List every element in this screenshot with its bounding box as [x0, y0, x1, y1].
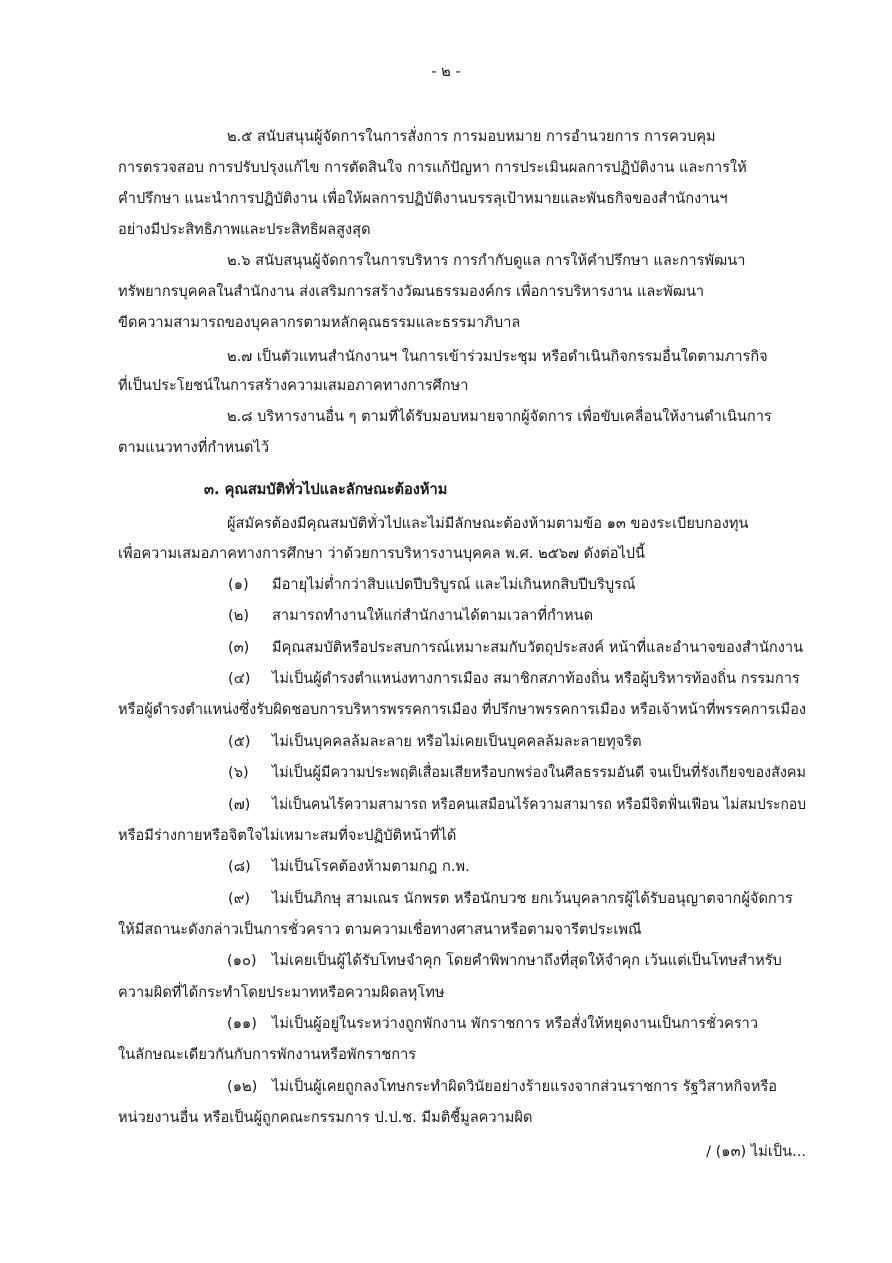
item-text: สามารถทำงานให้แก่สำนักงานได้ตามเวลาที่กำหนด: [272, 607, 594, 624]
item-text-continued: ในลักษณะเดียวกันกับการพักงานหรือพักราชการ: [118, 1046, 417, 1063]
item-number: (๑): [228, 576, 249, 593]
item-text: ไม่เป็นผู้เคยถูกลงโทษกระทำผิดวินัยอย่างร้ายแรงจากส่วนราชการ รัฐวิสาหกิจหรือ: [272, 1078, 778, 1095]
item-number: (๖): [228, 764, 249, 781]
page-number: - ๒ -: [431, 63, 461, 80]
item-text-continued: ให้มีสถานะดังกล่าวเป็นการชั่วคราว ตามความเชื่อทางศาสนาหรือตามจารีตประเพณี: [118, 921, 642, 938]
item-text-continued: ความผิดที่ได้กระทำโดยประมาทหรือความผิดลหุโทษ: [118, 984, 445, 1001]
para-2-7-line-2: ที่เป็นประโยชน์ในการสร้างความเสมอภาคทางการศึกษา: [118, 377, 469, 394]
section-3-heading: ๓. คุณสมบัติทั่วไปและลักษณะต้องห้าม: [204, 481, 448, 498]
item-number: (๙): [228, 890, 251, 907]
item-text-continued: หรือผู้ดำรงตำแหน่งซึ่งรับผิดชอบการบริหารพรรคการเมือง ที่ปรึกษาพรรคการเมือง หรือเจ้าหน้าที่พรรคการเมือง: [118, 701, 807, 718]
item-text: ไม่เป็นโรคต้องห้ามตามกฎ ก.พ.: [272, 858, 470, 875]
item-text: ไม่เคยเป็นผู้ได้รับโทษจำคุก โดยคำพิพากษาถึงที่สุดให้จำคุก เว้นแต่เป็นโทษสำหรับ: [272, 952, 782, 969]
item-text: ไม่เป็นคนไร้ความสามารถ หรือคนเสมือนไร้ความสามารถ หรือมีจิตฟั่นเฟือน ไม่สมประกอบ: [272, 796, 806, 813]
continuation-note: / (๑๓) ไม่เป็น...: [706, 1143, 806, 1160]
para-2-7-line-1: ๒.๗ เป็นตัวแทนสำนักงานฯ ในการเข้าร่วมประชุม หรือดำเนินกิจกรรมอื่นใดตามภารกิจ: [227, 348, 768, 365]
para-2-8-line-2: ตามแนวทางที่กำหนดไว้: [118, 439, 270, 456]
item-number: (๔): [228, 670, 251, 687]
item-number: (๒): [228, 607, 250, 624]
item-text: ไม่เป็นผู้มีความประพฤติเสื่อมเสียหรือบกพร่องในศีลธรรมอันดี จนเป็นที่รังเกียจของสังคม: [272, 764, 806, 781]
para-2-5-line-2: การตรวจสอบ การปรับปรุงแก้ไข การตัดสินใจ การแก้ปัญหา การประเมินผลการปฏิบัติงาน และการให้: [118, 159, 747, 176]
section-3-intro-line-1: ผู้สมัครต้องมีคุณสมบัติทั่วไปและไม่มีลักษณะต้องห้ามตามข้อ ๑๓ ของระเบียบกองทุน: [227, 515, 749, 532]
item-text-continued: หน่วยงานอื่น หรือเป็นผู้ถูกคณะกรรมการ ป.ป.ช. มีมติชี้มูลความผิด: [118, 1109, 533, 1126]
item-number: (๕): [228, 733, 251, 750]
item-text: มีคุณสมบัติหรือประสบการณ์เหมาะสมกับวัตถุประสงค์ หน้าที่และอำนาจของสำนักงาน: [272, 639, 804, 656]
item-number: (๑๑): [227, 1015, 257, 1032]
para-2-5-line-1: ๒.๕ สนับสนุนผู้จัดการในการสั่งการ การมอบหมาย การอำนวยการ การควบคุม: [227, 128, 716, 145]
item-number: (๑๒): [227, 1078, 258, 1095]
para-2-8-line-1: ๒.๘ บริหารงานอื่น ๆ ตามที่ได้รับมอบหมายจากผู้จัดการ เพื่อขับเคลื่อนให้งานดำเนินการ: [227, 408, 772, 425]
item-text: ไม่เป็นภิกษุ สามเณร นักพรต หรือนักบวช ยกเว้นบุคลากรผู้ได้รับอนุญาตจากผู้จัดการ: [272, 890, 793, 907]
para-2-6-line-2: ทรัพยากรบุคคลในสำนักงาน ส่งเสริมการสร้างวัฒนธรรมองค์กร เพื่อการบริหารงาน และพัฒนา: [118, 283, 705, 300]
item-number: (๗): [228, 796, 251, 813]
item-text: ไม่เป็นผู้ดำรงตำแหน่งทางการเมือง สมาชิกสภาท้องถิ่น หรือผู้บริหารท้องถิ่น กรรมการ: [272, 670, 800, 687]
item-text: มีอายุไม่ต่ำกว่าสิบแปดปีบริบูรณ์ และไม่เกินหกสิบปีบริบูรณ์: [272, 576, 636, 593]
section-3-intro-line-2: เพื่อความเสมอภาคทางการศึกษา ว่าด้วยการบริหารงานบุคคล พ.ศ. ๒๕๖๗ ดังต่อไปนี้: [118, 545, 646, 562]
para-2-5-line-3: คำปรึกษา แนะนำการปฏิบัติงาน เพื่อให้ผลการปฏิบัติงานบรรลุเป้าหมายและพันธกิจของสำนักงานฯ: [118, 190, 728, 207]
item-number: (๓): [228, 639, 250, 656]
item-number: (๘): [228, 858, 251, 875]
item-number: (๑๐): [227, 952, 257, 969]
para-2-6-line-3: ขีดความสามารถของบุคลากรตามหลักคุณธรรมและธรรมาภิบาล: [118, 314, 521, 331]
item-text-continued: หรือมีร่างกายหรือจิตใจไม่เหมาะสมที่จะปฏิบัติหน้าที่ได้: [118, 827, 457, 844]
item-text: ไม่เป็นบุคคลล้มละลาย หรือไม่เคยเป็นบุคคลล้มละลายทุจริต: [272, 733, 642, 750]
item-text: ไม่เป็นผู้อยู่ในระหว่างถูกพักงาน พักราชการ หรือสั่งให้หยุดงานเป็นการชั่วคราว: [272, 1015, 759, 1032]
para-2-5-line-4: อย่างมีประสิทธิภาพและประสิทธิผลสูงสุด: [118, 221, 371, 238]
para-2-6-line-1: ๒.๖ สนับสนุนผู้จัดการในการบริหาร การกำกับดูแล การให้คำปรึกษา และการพัฒนา: [227, 252, 746, 269]
